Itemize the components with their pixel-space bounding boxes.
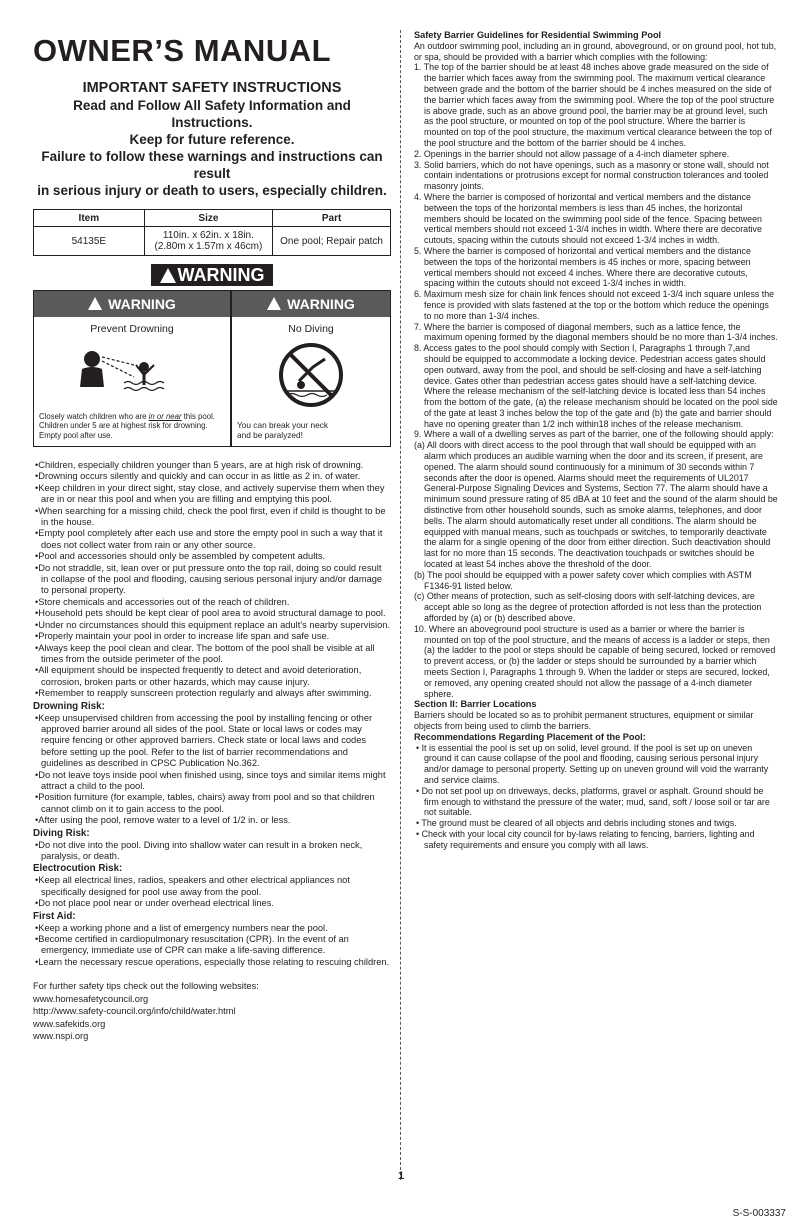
barrier-item: 1. The top of the barrier should be at least 48 inches above grade measured on the side of the barrier which faces away from the swimming pool. The maximum vertical clearance between grade and the bottom of the barrier should be 4 inches measured on the side of the barrier which faces away from the swimming pool. Where the top of the pool structure is above grade, such as an above ground pool, the barrier may be at ground level, such as the pool structure, or mounted on top of the pool structure. Where the barrier is mounted on top of the pool structure, the maximum vertical clearance between the top of the pool structure and the bottom of the barrier should be 4 inches. [414,62,775,148]
header-line-1: IMPORTANT SAFETY INSTRUCTIONS [82,80,342,96]
list-item: • Do not leave toys inside pool when finished using, since toys and similar items might attract a child to the pool. [33,770,391,793]
note-line-2: and be paralyzed! [237,430,303,440]
barrier-item: 4. Where the barrier is composed of horizontal and vertical members and the distance between the tops of the horizontal members is less than 45 inches, the horizontal members should be located on the swimming pool side of the fence. Spacing between vertical members should not exceed 1-3/4 inches in width. Where there are decorative cutouts, spacing within the cutouts should not exceed 1-3/4 inches in width. [414,191,762,246]
column-divider [400,30,401,1180]
note-line-2: Children under 5 are at highest risk for drowning. [39,421,208,430]
links-section [33,980,391,1043]
electrocution-heading: Electrocution Risk: [33,863,123,875]
warning-banner-label: WARNING [177,265,265,285]
warning-box-header-label: WARNING [287,296,355,312]
note-line-3: Empty pool after use. [39,430,113,440]
list-item: • Become certified in cardiopulmonary resuscitation (CPR). In the event of an emergency, immediate use of CPR can make a life-saving difference. [33,934,391,957]
warning-triangle-icon [88,297,102,310]
list-item: • Keep children in your direct sight, stay close, and actively supervise them when they are in or near this pool and when you are filling and emptying this pool. [33,483,391,506]
barrier-item: 9. Where a wall of a dwelling serves as part of the barrier, one of the following should apply: [414,429,774,440]
warning-box-subtitle: Prevent Drowning [90,323,174,335]
barrier-heading: Safety Barrier Guidelines for Residential Swimming Pool [414,30,662,40]
warning-banner [151,264,273,286]
list-item: • Under no circumstances should this equipment replace an adult’s nearby supervision. [33,620,391,631]
drowning-pictogram-icon [74,343,184,403]
list-item: • All equipment should be inspected frequently to detect and avoid deterioration, corrosion, broken parts or other hazards, which may cause injury. [33,665,391,688]
list-item: • Learn the necessary rescue operations, especially those relating to rescuing children. [33,957,391,968]
diving-list [33,840,391,863]
cell-part: One pool; Repair patch [273,227,391,256]
header-line-4: Failure to follow these warnings and instructions can result [41,149,383,181]
col-item: Item [34,210,145,227]
list-item: • After using the pool, remove water to a level of 1/2 in. or less. [33,815,391,826]
list-item: • Household pets should be kept clear of pool area to avoid structural damage to pool. [33,608,391,619]
list-item: • Properly maintain your pool in order to increase life span and safe use. [33,631,391,642]
link-url: www.homesafetycouncil.org [33,993,149,1004]
general-safety-list [33,460,391,700]
list-item: • Pool and accessories should only be assembled by competent adults. [33,551,391,562]
right-column [414,30,778,851]
note-text-b: this pool. [181,411,215,421]
barrier-item: 7. Where the barrier is composed of diagonal members, such as a lattice fence, the maximum opening formed by the diagonal members should be no more than 1-3/4 inches. [414,321,778,343]
safety-header [33,80,391,199]
col-size: Size [144,210,273,227]
header-line-3: Keep for future reference. [129,132,295,147]
barrier-sub-item: (b) The pool should be equipped with a power safety cover which complies with ASTM F1346-91 listed below. [414,569,752,591]
list-item: • Keep a working phone and a list of emergency numbers near the pool. [33,923,391,934]
list-item: • Children, especially children younger than 5 years, are at high risk of drowning. [33,460,391,471]
note-emphasis: in or near [148,411,182,421]
warning-box-header [232,291,390,317]
warning-box-header [34,291,230,317]
table-header-row [34,210,391,227]
drowning-heading: Drowning Risk: [33,700,105,712]
warning-box-drowning [33,290,231,447]
size-imperial: 110in. x 62in. x 18in. [162,230,254,241]
list-item: • Keep unsupervised children from accessing the pool by installing fencing or other approved barrier around all sides of the pool. State or local laws or codes may require fencing or other approved barriers. Check state or local laws and codes before setting up the pool. Refer to the list of barrier recommendations and guidelines as described in CPSC Publication No.362. [33,713,391,770]
list-item: • Position furniture (for example, tables, chairs) away from pool and so that children cannot climb on it to gain access to the pool. [33,792,391,815]
size-metric: (2.80m x 1.57m x 46cm) [154,241,263,252]
barrier-sub-items [414,440,778,624]
link-url: http://www.safety-council.org/info/child/water.html [33,1006,236,1017]
recommendation-item: • Check with your local city council for by-laws relating to fencing, barriers, lighting and safety requirements and ensure you comply with all laws. [414,829,778,851]
left-column [33,30,391,1043]
header-line-2: Read and Follow All Safety Information and Instructions. [73,98,351,130]
cell-item: 54135E [34,227,145,256]
list-item: • Store chemicals and accessories out of the reach of children. [33,597,391,608]
barrier-item: 5. Where the barrier is composed of horizontal and vertical members and the distance between the tops of the horizontal members is 45 inches or more, spacing between vertical members should not exceed 4 inches. Where there are decorative cutouts, spacing within the cutouts should not exceed 1-3/4 inches in width. [414,245,751,289]
recommendation-item: • Do not set pool up on driveways, decks, platforms, gravel or asphalt. Ground should be firm enough to withstand the pressure of the water; mud, sand, soft / loose soil or tar are not suitable. [414,786,778,818]
list-item: • Empty pool completely after each use and store the empty pool in such a way that it does not collect water from rain or any other source. [33,528,391,551]
firstaid-heading: First Aid: [33,910,76,922]
link-url: www.safekids.org [33,1018,106,1029]
barrier-sub-item: (a) All doors with direct access to the pool through that wall should be equipped with an alarm which produces an audible warning when the door and its screen, if present, are opened. The alarm should sound continuously for a minimum of 30 seconds within 7 seconds after the door is opened. Alarms should meet the requirements of UL2017 General-Purpose Signaling Devices and Systems, Section 77. The alarm should have a minimum sound pressure rating of 85 dBA at 10 feet and the sound of the alarm should be distinctive from other household sounds, such as smoke alarms, telephones, and door bells. The alarm should automatically reset under all conditions. The alarm should be equipped with manual means, such as touchpads or switches, to temporarily deactivate the alarm for a single opening of the door from either direction. Such deactivation should last for no more than 15 seconds. The deactivation touchpads or switches should be located at least 54 inches above the threshold of the door. [414,440,778,570]
warning-box-header-label: WARNING [108,296,176,312]
page-number: 1 [398,1170,405,1182]
note-text-a: Closely watch children who are [39,411,149,421]
recommendations-heading: Recommendations Regarding Placement of the Pool: [414,731,646,742]
warning-box-subtitle: No Diving [288,323,334,335]
list-item: • Keep all electrical lines, radios, speakers and other electrical appliances not specifically designed for pool use away from the pool. [33,875,391,898]
list-item: • Remember to reapply sunscreen protection regularly and always after swimming. [33,688,391,699]
warning-triangle-icon [267,297,281,310]
links-intro: For further safety tips check out the following websites: [33,981,259,992]
warning-triangle-icon [160,268,176,283]
no-diving-icon [273,341,349,409]
list-item: • When searching for a missing child, check the pool first, even if child is thought to be in the house. [33,506,391,529]
table-row [34,227,391,256]
barrier-intro: An outdoor swimming pool, including an in ground, aboveground, or on ground pool, hot tub, or spa, should be provided with a barrier which complies with the following: [414,40,777,62]
warning-boxes [33,290,391,447]
list-item: • Do not place pool near or under overhead electrical lines. [33,898,391,909]
diving-heading: Diving Risk: [33,827,90,839]
page-title: OWNER’S MANUAL [33,33,332,68]
link-url: www.nspi.org [33,1031,89,1042]
section2-text: Barriers should be located so as to prohibit permanent structures, equipment or similar objects from being used to climb the barriers. [414,710,754,731]
col-part: Part [273,210,391,227]
barrier-items [414,62,778,440]
warning-box-diving [231,290,391,447]
barrier-item-10: 10. Where an aboveground pool structure is used as a barrier or where the barrier is mounted on top of the pool structure, and the means of access is a ladder or steps, then (a) the ladder to the pool or steps should be capable of being secured, locked or removed to prevent access, or (b) the ladder or steps should be surrounded by a barrier which meets Section I, Paragraphs 1 through 9. When the ladder or steps are secured, locked, or removed, any opening created should not allow the passage of a 4-inch diameter sphere. [414,623,776,699]
item-table [33,209,391,256]
list-item: • Do not straddle, sit, lean over or put pressure onto the top rail, doing so could result in collapse of the pool and flooding, causing serious personal injury and/or damage to personal property. [33,563,391,597]
list-item: • Always keep the pool clean and clear. The bottom of the pool shall be visible at all times from the outside perimeter of the pool. [33,643,391,666]
cell-size [144,227,273,256]
barrier-sub-item: (c) Other means of protection, such as self-closing doors with self-latching devices, are accept able so long as the degree of protection afforded is not less than the protection afforded by (a) or (b) described above. [414,591,762,624]
barrier-item: 6. Maximum mesh size for chain link fences should not exceed 1-3/4 inch square unless the fence is provided with slats fastened at the top or the bottom which reduce the openings to no more than 1-3/4 inches. [414,289,775,321]
document-code: S-S-003337 [732,1208,786,1219]
warning-box-note [237,420,328,440]
recommendations-list [414,743,778,851]
recommendation-item: • It is essential the pool is set up on solid, level ground. If the pool is set up on uneven ground it can cause collapse of the pool and flooding, causing serious personal injury and/or damage to personal property. Setting up on uneven ground will void the warranty and service claims. [414,743,778,786]
drowning-list [33,713,391,827]
links-list [33,993,391,1043]
recommendation-item: • The ground must be cleared of all objects and debris including stones and twigs. [414,818,778,829]
list-item: • Drowning occurs silently and quickly and can occur in as little as 2 in. of water. [33,471,391,482]
barrier-item: 3. Solid barriers, which do not have openings, such as a masonry or stone wall, should not contain indentations or protrusions except for normal construction tolerances and tooled masonry joints. [414,159,769,192]
warning-box-note [39,412,215,441]
firstaid-list [33,923,391,969]
section2-heading: Section II: Barrier Locations [414,699,537,710]
header-line-5: in serious injury or death to users, especially children. [37,183,387,198]
electrocution-list [33,875,391,909]
barrier-item: 8. Access gates to the pool should comply with Section I, Paragraphs 1 through 7,and should be equipped to accommodate a locking device. Pedestrian access gates should open outward, away from the pool, and should be self-closing and have a self-latching device. Gates other than pedestrian access gates should have a self-latching device. Where the release mechanism of the self-latching device is located less than 54 inches from the bottom of the gate, (a) the release mechanism should be located on the pool side of the gate at least 3 inches below the top of the gate and (b) the gate and barrier should have no opening greater than 1/2 inch within18 inches of the release mechanism. [414,343,778,429]
list-item: • Do not dive into the pool. Diving into shallow water can result in a broken neck, paralysis, or death. [33,840,391,863]
barrier-item: 2. Openings in the barrier should not allow passage of a 4-inch diameter sphere. [414,148,730,159]
note-line-1: You can break your neck [237,420,329,430]
